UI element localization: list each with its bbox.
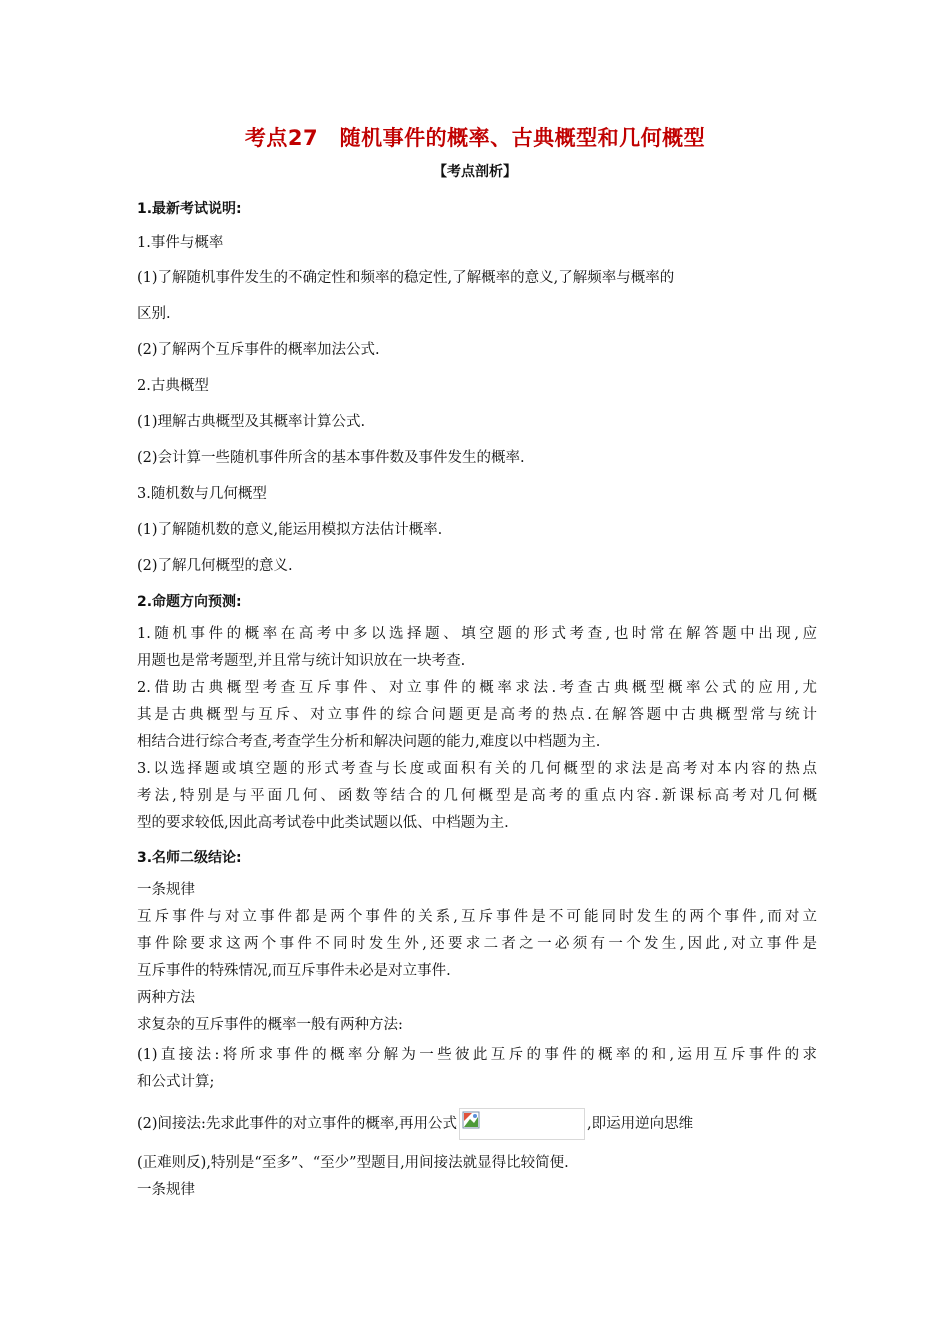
paragraph-line: 一条规律 bbox=[137, 882, 195, 898]
paragraph-line: 事件除要求这两个事件不同时发生外,还要求二者之一必须有一个发生,因此,对立事件是 bbox=[137, 936, 817, 952]
paragraph-line: 考法,特别是与平面几何、函数等结合的几何概型是高考的重点内容.新课标高考对几何概 bbox=[137, 788, 817, 804]
paragraph-line: 和公式计算; bbox=[137, 1074, 215, 1090]
paragraph-line: (正难则反),特别是“至多”、“至少”型题目,用间接法就显得比较简便. bbox=[137, 1155, 569, 1171]
section-subhead: 【考点剖析】 bbox=[433, 164, 517, 180]
paragraph-line: 区别. bbox=[137, 306, 171, 322]
paragraph-line: 2.借助古典概型考查互斥事件、对立事件的概率求法.考查古典概型概率公式的应用,尤 bbox=[137, 680, 817, 696]
paragraph-text: (2)间接法:先求此事件的对立事件的概率,再用公式 bbox=[137, 1116, 458, 1132]
page-title: 考点27 随机事件的概率、古典概型和几何概型 bbox=[244, 126, 706, 150]
paragraph-line: 两种方法 bbox=[137, 990, 195, 1006]
section-2-heading: 2.命题方向预测: bbox=[137, 594, 242, 610]
section-3-heading: 3.名师二级结论: bbox=[137, 850, 242, 866]
paragraph-line: (1)了解随机数的意义,能运用模拟方法估计概率. bbox=[137, 522, 443, 538]
paragraph-line: 2.古典概型 bbox=[137, 378, 209, 394]
paragraph-line: (1)直接法:将所求事件的概率分解为一些彼此互斥的事件的概率的和,运用互斥事件的求 bbox=[137, 1047, 817, 1063]
formula-paragraph-line bbox=[137, 1108, 817, 1140]
paragraph-line: (2)会计算一些随机事件所含的基本事件数及事件发生的概率. bbox=[137, 450, 525, 466]
paragraph-line: 一条规律 bbox=[137, 1182, 195, 1198]
paragraph-line: 互斥事件与对立事件都是两个事件的关系,互斥事件是不可能同时发生的两个事件,而对立 bbox=[137, 909, 817, 925]
paragraph-line: (1)理解古典概型及其概率计算公式. bbox=[137, 414, 366, 430]
paragraph-line: 相结合进行综合考查,考查学生分析和解决问题的能力,难度以中档题为主. bbox=[137, 734, 601, 750]
paragraph-line: 3.随机数与几何概型 bbox=[137, 486, 267, 502]
formula-image bbox=[459, 1108, 585, 1140]
paragraph-line: 用题也是常考题型,并且常与统计知识放在一块考查. bbox=[137, 653, 466, 669]
paragraph-line: (1)了解随机事件发生的不确定性和频率的稳定性,了解概率的意义,了解频率与概率的 bbox=[137, 270, 675, 286]
paragraph-line: 互斥事件的特殊情况,而互斥事件未必是对立事件. bbox=[137, 963, 451, 979]
paragraph-line: 其是古典概型与互斥、对立事件的综合问题更是高考的热点.在解答题中古典概型常与统计 bbox=[137, 707, 817, 723]
paragraph-line: 3.以选择题或填空题的形式考查与长度或面积有关的几何概型的求法是高考对本内容的热点 bbox=[137, 761, 817, 777]
paragraph-line: 1.事件与概率 bbox=[137, 235, 224, 251]
section-1-heading: 1.最新考试说明: bbox=[137, 201, 242, 217]
paragraph-line: 1.随机事件的概率在高考中多以选择题、填空题的形式考查,也时常在解答题中出现,应 bbox=[137, 626, 817, 642]
paragraph-line: 求复杂的互斥事件的概率一般有两种方法: bbox=[137, 1017, 403, 1033]
broken-image-icon bbox=[462, 1111, 480, 1129]
paragraph-line: 型的要求较低,因此高考试卷中此类试题以低、中档题为主. bbox=[137, 815, 509, 831]
paragraph-line: (2)了解几何概型的意义. bbox=[137, 558, 293, 574]
paragraph-text: ,即运用逆向思维 bbox=[587, 1116, 694, 1132]
paragraph-line: (2)了解两个互斥事件的概率加法公式. bbox=[137, 342, 380, 358]
